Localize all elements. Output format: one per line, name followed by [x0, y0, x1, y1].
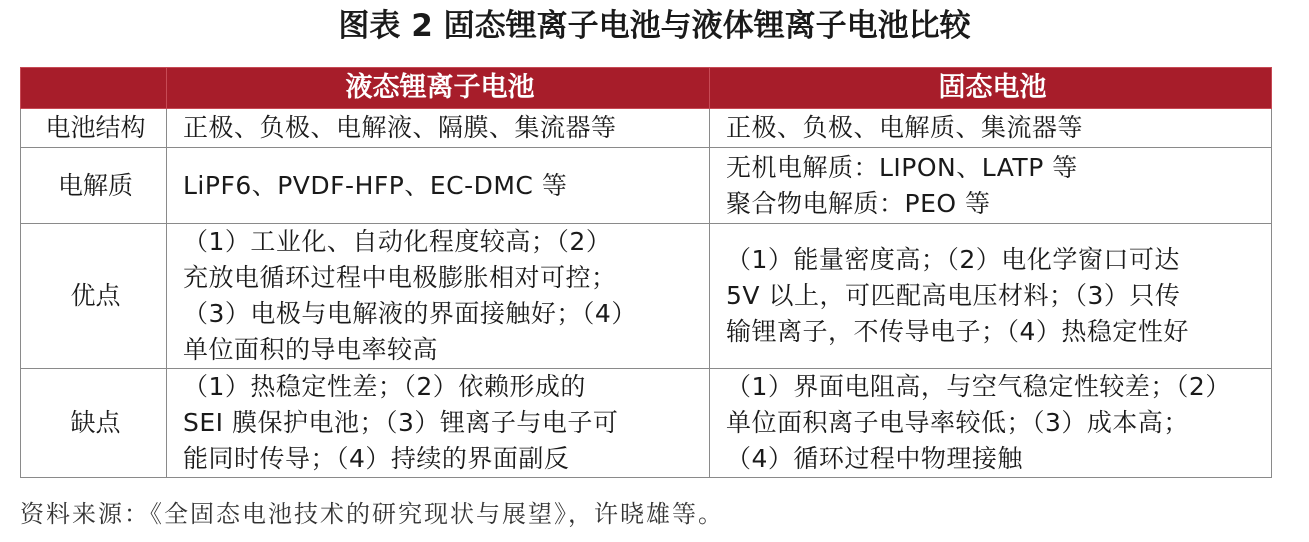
cell-line: 单位面积离子电导率较低；（3）成本高； — [726, 408, 1189, 437]
cell-line: SEI 膜保护电池；（3）锂离子与电子可 — [183, 408, 619, 437]
liquid-structure-cell — [167, 109, 710, 148]
figure-title: 图表 2 固态锂离子电池与液体锂离子电池比较 — [338, 8, 971, 44]
cell-line: 正极、负极、电解质、集流器等 — [726, 113, 1084, 142]
cell-line: （1）热稳定性差；（2）依赖形成的 — [183, 372, 586, 401]
cell-line: LiPF6、PVDF-HFP、EC-DMC 等 — [183, 170, 568, 200]
cell-line: （3）电极与电解液的界面接触好；（4） — [183, 299, 637, 328]
cell-line: 单位面积的导电率较高 — [183, 335, 439, 364]
row-label-advantages: 优点 — [21, 224, 167, 369]
source-note: 资料来源：《全固态电池技术的研究现状与展望》，许晓雄等。 — [20, 500, 724, 528]
solid-disadvantages-cell — [710, 369, 1272, 478]
header-empty — [21, 68, 167, 109]
cell-line: 正极、负极、电解液、隔膜、集流器等 — [183, 113, 617, 142]
row-label-electrolyte: 电解质 — [21, 148, 167, 224]
cell-line: 聚合物电解质：PEO 等 — [726, 188, 991, 218]
liquid-advantages-cell — [167, 224, 710, 369]
cell-line: 输锂离子，不传导电子；（4）热稳定性好 — [726, 317, 1189, 346]
cell-line: 无机电解质：LIPON、LATP 等 — [726, 152, 1078, 182]
table-row — [21, 109, 1272, 148]
table-row — [21, 224, 1272, 369]
cell-line: （1）界面电阻高，与空气稳定性较差；（2） — [726, 372, 1231, 401]
table-row — [21, 369, 1272, 478]
liquid-electrolyte-cell — [167, 148, 710, 224]
cell-line: 能同时传导；（4）持续的界面副反 — [183, 444, 570, 473]
cell-line: （1）能量密度高；（2）电化学窗口可达 — [726, 245, 1180, 274]
comparison-table — [20, 67, 1272, 478]
cell-line: （4）循环过程中物理接触 — [726, 444, 1023, 473]
row-label-structure: 电池结构 — [21, 109, 167, 148]
header-liquid-battery: 液态锂离子电池 — [167, 68, 710, 109]
solid-electrolyte-cell — [710, 148, 1272, 224]
cell-line: 充放电循环过程中电极膨胀相对可控； — [183, 263, 617, 292]
liquid-disadvantages-cell — [167, 369, 710, 478]
row-label-disadvantages: 缺点 — [21, 369, 167, 478]
solid-advantages-cell — [710, 224, 1272, 369]
solid-structure-cell — [710, 109, 1272, 148]
header-solid-battery: 固态电池 — [710, 68, 1272, 109]
table-header-row — [21, 68, 1272, 109]
cell-line: 5V 以上，可匹配高电压材料；（3）只传 — [726, 281, 1181, 310]
cell-line: （1）工业化、自动化程度较高；（2） — [183, 227, 612, 256]
table-row — [21, 148, 1272, 224]
